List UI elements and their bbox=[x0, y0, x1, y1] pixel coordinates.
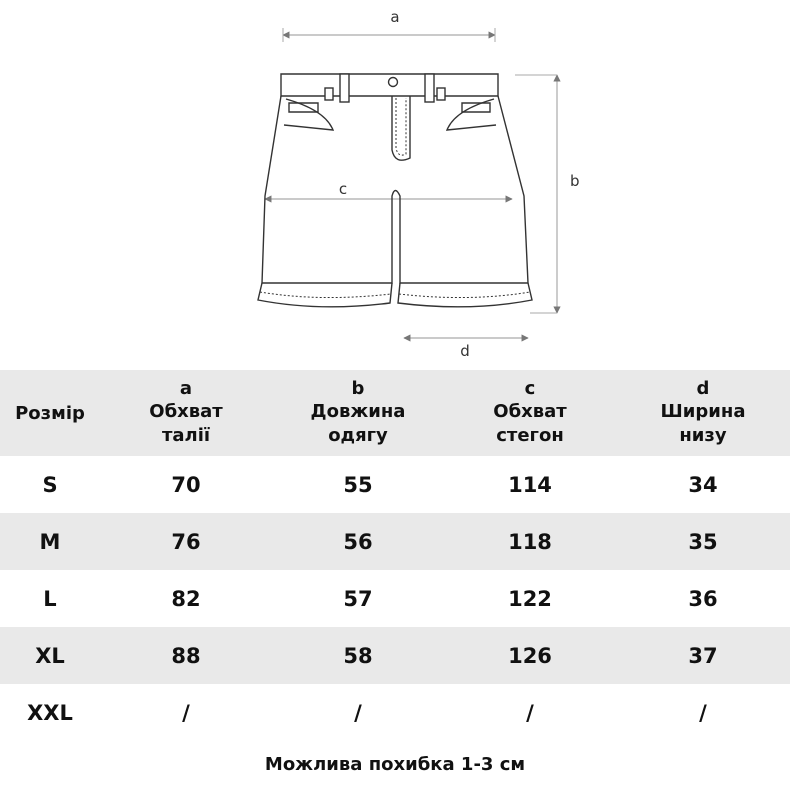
value-cell: 36 bbox=[688, 586, 718, 611]
table-row bbox=[0, 513, 790, 570]
header-col-line2: низу bbox=[679, 425, 727, 446]
header-col-a bbox=[100, 378, 272, 448]
value-cell: 114 bbox=[508, 472, 552, 497]
value-cell: 58 bbox=[343, 643, 373, 668]
value-cell: 55 bbox=[343, 472, 373, 497]
table-row bbox=[0, 684, 790, 741]
value-cell: 118 bbox=[508, 529, 552, 554]
value-cell: 35 bbox=[688, 529, 718, 554]
shorts-drawing bbox=[258, 74, 532, 307]
shorts-measurement-diagram bbox=[0, 0, 790, 370]
dim-a-label: a bbox=[390, 8, 400, 26]
header-col-letter: c bbox=[524, 378, 536, 399]
value-cell: 70 bbox=[171, 472, 201, 497]
dim-c-label: c bbox=[338, 180, 348, 198]
header-col-line1: Обхват bbox=[493, 401, 567, 422]
header-col-line2: стегон bbox=[496, 425, 564, 446]
header-col-line1: Ширина bbox=[660, 401, 746, 422]
shorts-illustration bbox=[0, 0, 790, 370]
header-size-cell bbox=[0, 403, 100, 424]
table-row bbox=[0, 570, 790, 627]
header-col-line2: одягу bbox=[328, 425, 388, 446]
value-cell: 122 bbox=[508, 586, 552, 611]
header-col-line2: талії bbox=[161, 425, 211, 446]
header-col-line1: Довжина bbox=[310, 401, 406, 422]
size-table-header bbox=[0, 370, 790, 456]
value-cell: 37 bbox=[688, 643, 718, 668]
tolerance-note: Можлива похибка 1-3 см bbox=[264, 754, 526, 775]
value-cell: / bbox=[354, 700, 362, 725]
header-col-line1: Обхват bbox=[149, 401, 223, 422]
value-cell: 34 bbox=[688, 472, 718, 497]
size-cell: L bbox=[43, 586, 57, 611]
dim-d-label: d bbox=[460, 342, 470, 360]
size-cell: M bbox=[39, 529, 61, 554]
value-cell: 88 bbox=[171, 643, 201, 668]
header-col-letter: b bbox=[351, 378, 365, 399]
header-col-letter: a bbox=[179, 378, 193, 399]
value-cell: 82 bbox=[171, 586, 201, 611]
size-cell: S bbox=[42, 472, 58, 497]
size-cell: XL bbox=[35, 643, 65, 668]
value-cell: / bbox=[182, 700, 190, 725]
header-col-letter: d bbox=[696, 378, 710, 399]
header-col-c bbox=[444, 378, 616, 448]
dim-b-label: b bbox=[570, 172, 580, 190]
value-cell: 56 bbox=[343, 529, 373, 554]
value-cell: / bbox=[699, 700, 707, 725]
header-col-b bbox=[272, 378, 444, 448]
value-cell: 126 bbox=[508, 643, 552, 668]
table-row bbox=[0, 627, 790, 684]
size-cell: XXL bbox=[27, 700, 73, 725]
value-cell: 76 bbox=[171, 529, 201, 554]
value-cell: 57 bbox=[343, 586, 373, 611]
value-cell: / bbox=[526, 700, 534, 725]
table-row bbox=[0, 456, 790, 513]
header-col-d bbox=[616, 378, 790, 448]
header-size-label: Розмір bbox=[15, 402, 85, 424]
size-table bbox=[0, 370, 790, 741]
